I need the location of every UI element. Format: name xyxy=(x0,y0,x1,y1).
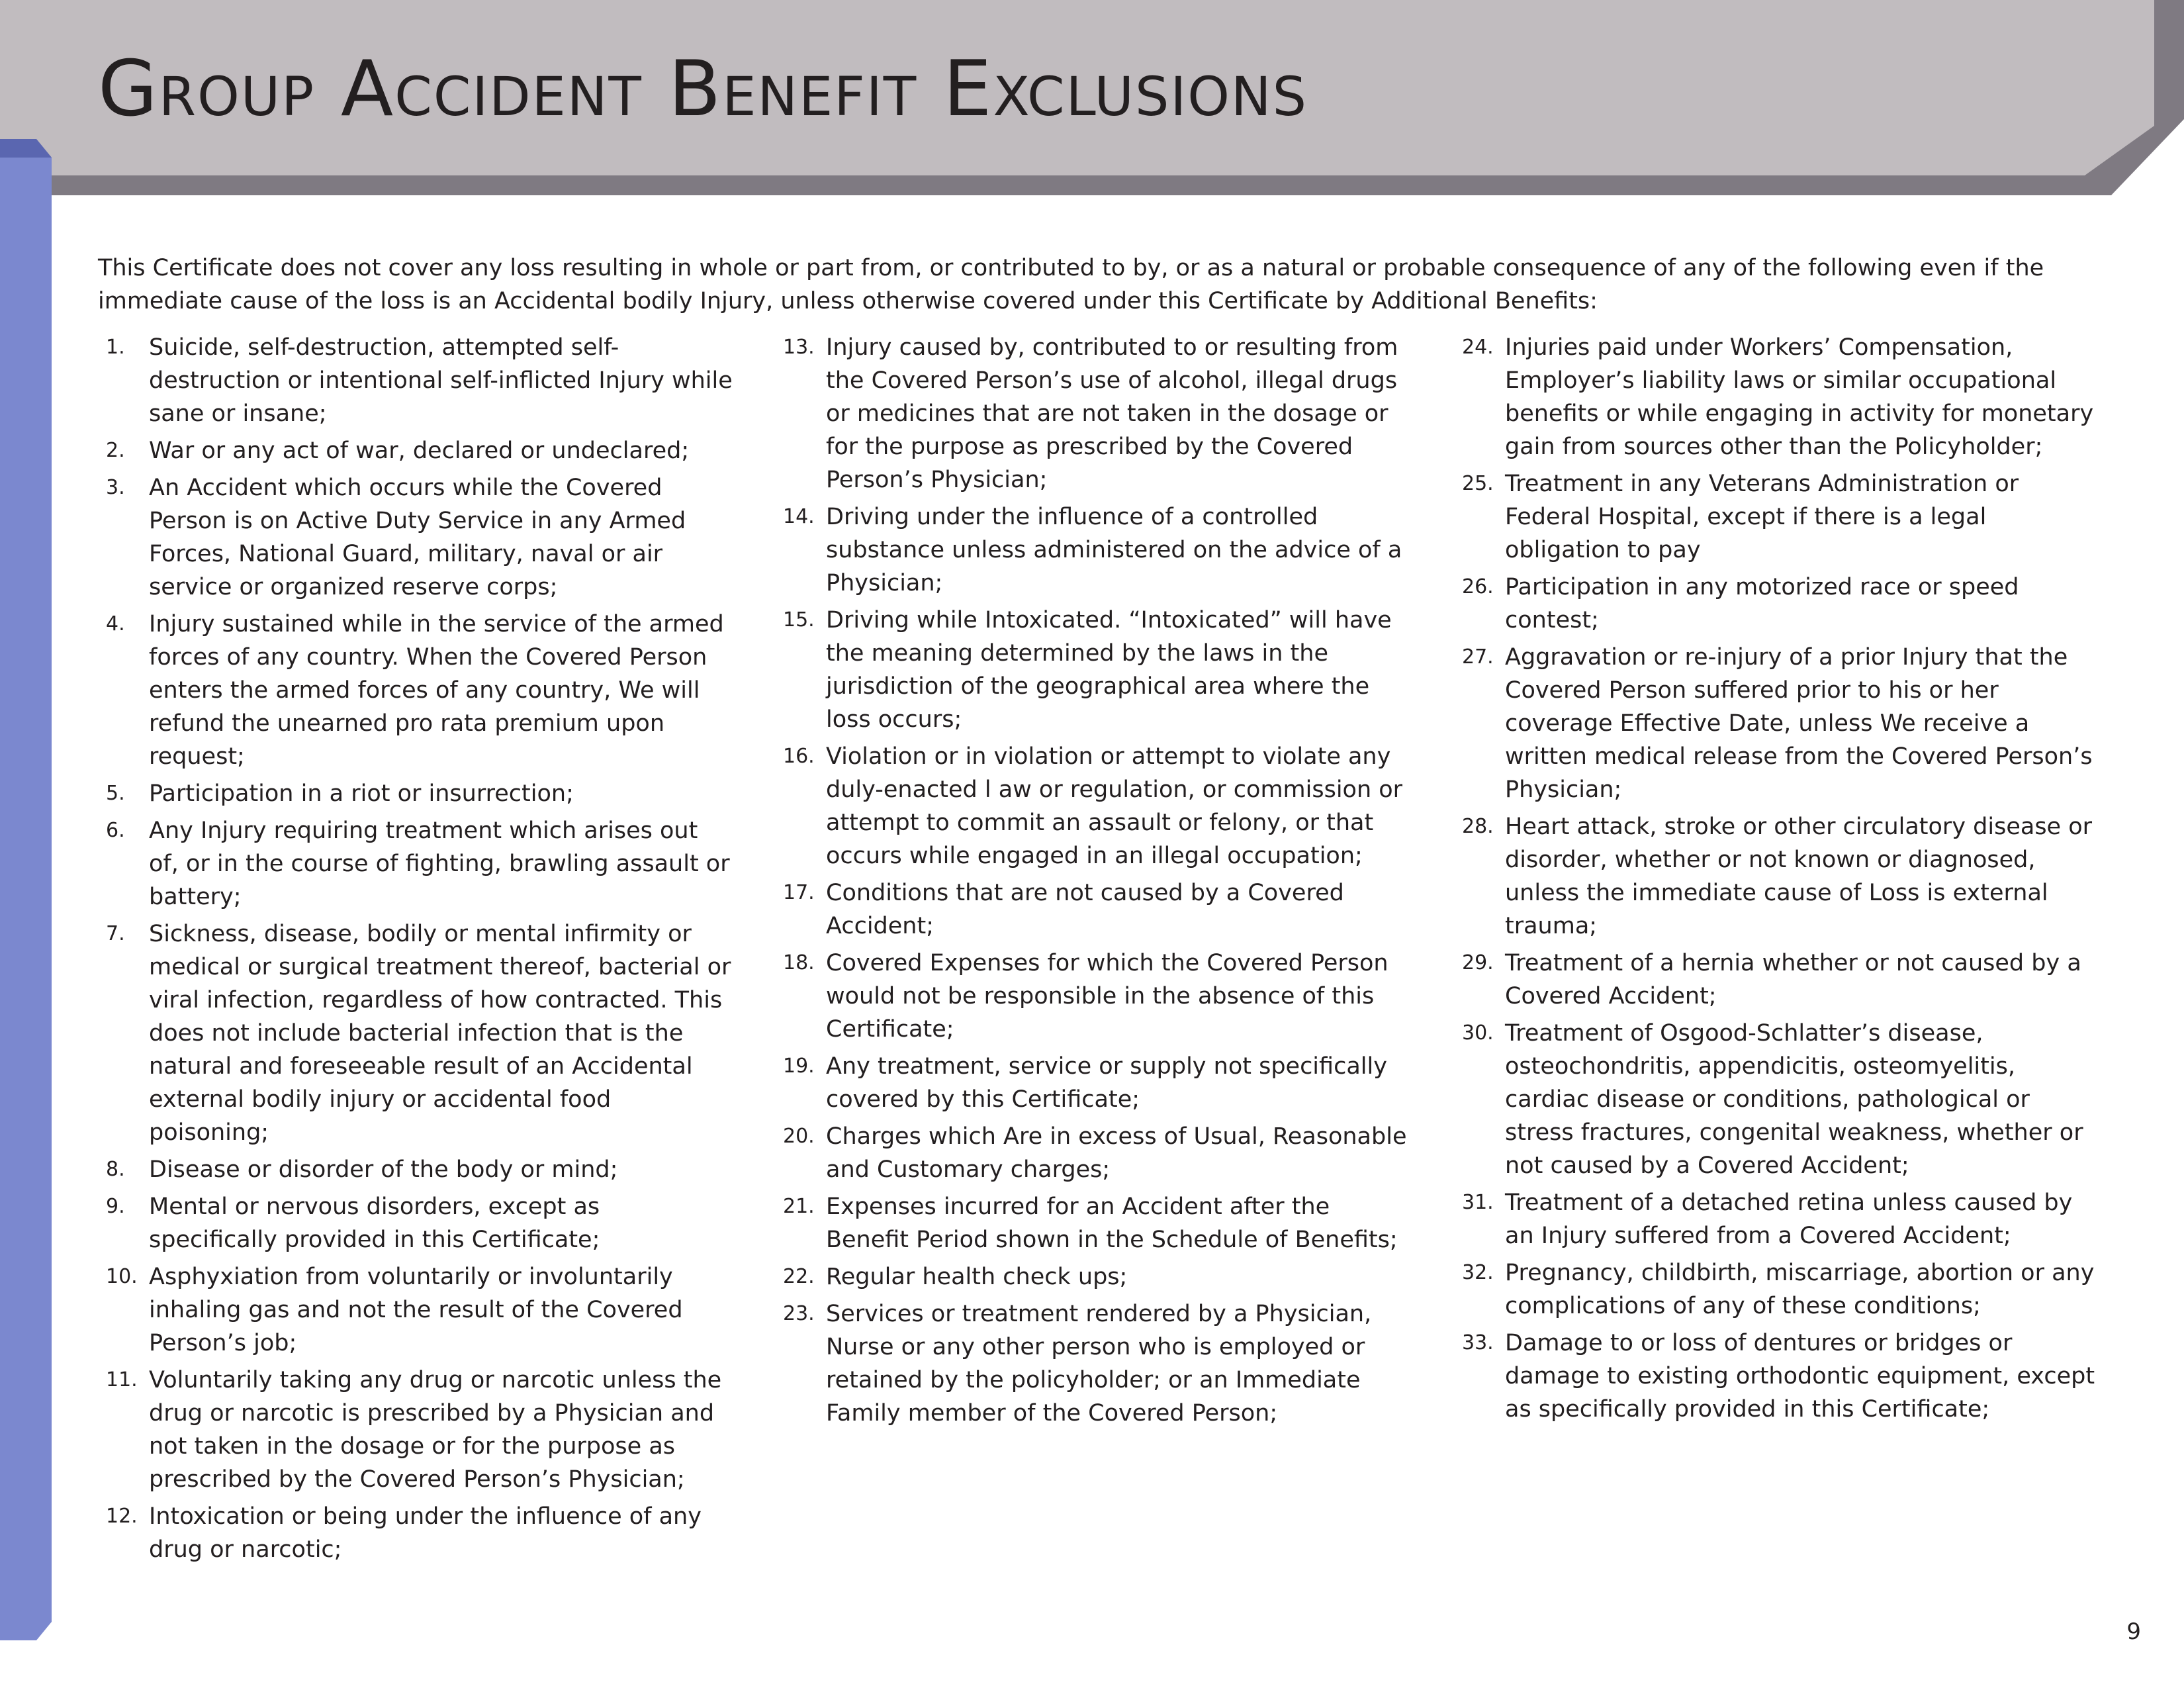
item-number: 30. xyxy=(1462,1021,1494,1045)
exclusion-item xyxy=(106,1153,735,1186)
item-number: 21. xyxy=(783,1195,815,1218)
item-text: War or any act of war, declared or undeclared; xyxy=(149,438,690,464)
exclusion-item xyxy=(1462,331,2104,463)
item-number: 2. xyxy=(106,439,125,462)
item-text: Driving under the influence of a controlled substance unless administered on the advice of a Physician; xyxy=(826,504,1402,596)
exclusion-item xyxy=(783,331,1412,496)
item-number: 32. xyxy=(1462,1261,1494,1284)
page-number: 9 xyxy=(2126,1618,2141,1645)
item-number: 12. xyxy=(106,1505,138,1528)
item-number: 28. xyxy=(1462,815,1494,838)
item-text: Aggravation or re-injury of a prior Injury that the Covered Person suffered prior to his or her coverage Effective Date, unless We receive a written medical release from the Covered Person’s Physician; xyxy=(1505,644,2093,803)
exclusion-item xyxy=(1462,947,2104,1013)
item-text: Disease or disorder of the body or mind; xyxy=(149,1156,618,1183)
exclusion-item xyxy=(106,777,735,810)
exclusion-item xyxy=(1462,641,2104,806)
item-text: An Accident which occurs while the Covered Person is on Active Duty Service in any Armed Forces, National Guard, military, naval or air service or organized reserve corps; xyxy=(149,475,686,600)
item-text: Injuries paid under Workers’ Compensation, Employer’s liability laws or similar occupational benefits or while engaging in activity for monetary gain from sources other than the Policyholder; xyxy=(1505,334,2094,460)
item-text: Regular health check ups; xyxy=(826,1264,1128,1290)
item-text: Intoxication or being under the influence of any drug or narcotic; xyxy=(149,1503,702,1563)
item-number: 33. xyxy=(1462,1331,1494,1354)
item-text: Expenses incurred for an Accident after the Benefit Period shown in the Schedule of Benefits; xyxy=(826,1194,1398,1253)
item-number: 10. xyxy=(106,1265,138,1288)
item-text: Voluntarily taking any drug or narcotic unless the drug or narcotic is prescribed by a Physician and not taken in the dosage or for the purpose as prescribed by the Covered Person’s Physician; xyxy=(149,1367,722,1493)
exclusion-item xyxy=(106,1364,735,1496)
item-number: 9. xyxy=(106,1195,125,1218)
exclusion-item xyxy=(106,471,735,604)
item-number: 14. xyxy=(783,505,815,528)
item-number: 7. xyxy=(106,922,125,945)
item-number: 15. xyxy=(783,608,815,632)
item-number: 1. xyxy=(106,336,125,359)
item-text: Violation or in violation or attempt to violate any duly-enacted l aw or regulation, or commission or attempt to commit an assault or felony, or that occurs while engaged in an illegal occupation; xyxy=(826,743,1403,869)
item-text: Services or treatment rendered by a Physician, Nurse or any other person who is employed or retained by the policyholder; or an Immediate Family member of the Covered Person; xyxy=(826,1301,1372,1427)
item-number: 31. xyxy=(1462,1191,1494,1214)
exclusion-item xyxy=(106,1190,735,1256)
item-text: Pregnancy, childbirth, miscarriage, abortion or any complications of any of these conditions; xyxy=(1505,1260,2095,1319)
item-text: Asphyxiation from voluntarily or involuntarily inhaling gas and not the result of the Covered Person’s job; xyxy=(149,1264,683,1356)
item-text: Participation in a riot or insurrection; xyxy=(149,780,574,807)
intro-paragraph: This Certificate does not cover any loss resulting in whole or part from, or contributed to by, or as a natural or probable consequence of any of the following even if the immediate cause of the loss is an Accidental bodily Injury, unless otherwise covered under this Certificate by Additional Benefits: xyxy=(98,255,2044,314)
exclusion-item xyxy=(783,1297,1412,1430)
exclusion-item xyxy=(1462,1327,2104,1426)
item-number: 26. xyxy=(1462,575,1494,598)
item-number: 16. xyxy=(783,745,815,768)
exclusion-item xyxy=(783,876,1412,943)
exclusions-column-3 xyxy=(1462,331,2104,1430)
item-text: Heart attack, stroke or other circulatory disease or disorder, whether or not known or diagnosed, unless the immediate cause of Loss is external trauma; xyxy=(1505,814,2093,939)
item-text: Injury sustained while in the service of the armed forces of any country. When the Covered Person enters the armed forces of any country, We will refund the unearned pro rata premium upon request; xyxy=(149,611,724,770)
item-text: Participation in any motorized race or speed contest; xyxy=(1505,574,2019,633)
item-number: 27. xyxy=(1462,645,1494,669)
exclusion-item xyxy=(1462,1017,2104,1182)
exclusion-item xyxy=(1462,571,2104,637)
item-number: 6. xyxy=(106,819,125,842)
exclusions-column-1 xyxy=(106,331,735,1570)
item-number: 20. xyxy=(783,1125,815,1148)
exclusion-item xyxy=(1462,1256,2104,1323)
exclusion-item xyxy=(106,434,735,467)
item-number: 29. xyxy=(1462,951,1494,974)
side-band xyxy=(0,0,53,1688)
item-number: 22. xyxy=(783,1265,815,1288)
exclusion-item xyxy=(1462,810,2104,943)
exclusion-item xyxy=(783,947,1412,1046)
exclusion-item xyxy=(1462,467,2104,567)
item-text: Treatment of Osgood-Schlatter’s disease, osteochondritis, appendicitis, osteomyelitis, cardiac disease or conditions, pathological or stress fractures, congenital weakness, whether or not caused by a Covered Accident; xyxy=(1505,1020,2083,1179)
item-number: 8. xyxy=(106,1158,125,1181)
exclusion-item xyxy=(106,331,735,430)
item-text: Charges which Are in excess of Usual, Reasonable and Customary charges; xyxy=(826,1123,1407,1183)
exclusion-item xyxy=(106,814,735,914)
item-text: Sickness, disease, bodily or mental infirmity or medical or surgical treatment thereof, bacterial or viral infection, regardless of how contracted. This does not include bacterial infection that is the natural and foreseeable result of an Accidental external bodily injury or accidental food poisoning; xyxy=(149,921,731,1146)
item-number: 3. xyxy=(106,476,125,499)
exclusions-column-2 xyxy=(783,331,1412,1434)
item-text: Suicide, self-destruction, attempted self-destruction or intentional self-inflicted Injury while sane or insane; xyxy=(149,334,733,427)
exclusion-item xyxy=(783,500,1412,600)
item-text: Conditions that are not caused by a Covered Accident; xyxy=(826,880,1344,939)
exclusion-item xyxy=(106,1500,735,1566)
item-text: Any Injury requiring treatment which arises out of, or in the course of fighting, brawling assault or battery; xyxy=(149,818,730,910)
item-number: 13. xyxy=(783,336,815,359)
item-number: 24. xyxy=(1462,336,1494,359)
exclusion-item xyxy=(1462,1186,2104,1252)
item-text: Covered Expenses for which the Covered Person would not be responsible in the absence of this Certificate; xyxy=(826,950,1388,1043)
exclusion-item xyxy=(783,1190,1412,1256)
exclusion-item xyxy=(783,1050,1412,1116)
exclusion-item xyxy=(783,740,1412,872)
item-text: Treatment of a hernia whether or not caused by a Covered Accident; xyxy=(1505,950,2081,1009)
item-number: 18. xyxy=(783,951,815,974)
item-number: 11. xyxy=(106,1368,138,1391)
item-number: 19. xyxy=(783,1055,815,1078)
page-title: Group Accident Benefit Exclusions xyxy=(98,44,1308,134)
item-number: 17. xyxy=(783,881,815,904)
item-text: Treatment of a detached retina unless caused by an Injury suffered from a Covered Accident; xyxy=(1505,1190,2073,1249)
item-text: Mental or nervous disorders, except as specifically provided in this Certificate; xyxy=(149,1194,600,1253)
item-text: Damage to or loss of dentures or bridges or damage to existing orthodontic equipment, except as specifically provided in this Certificate; xyxy=(1505,1330,2095,1423)
item-number: 25. xyxy=(1462,472,1494,495)
item-number: 4. xyxy=(106,612,125,635)
exclusion-item xyxy=(106,917,735,1149)
item-text: Any treatment, service or supply not specifically covered by this Certificate; xyxy=(826,1053,1387,1113)
exclusion-item xyxy=(783,1120,1412,1186)
exclusion-item xyxy=(783,1260,1412,1293)
item-text: Driving while Intoxicated. “Intoxicated” will have the meaning determined by the laws in the jurisdiction of the geographical area where the loss occurs; xyxy=(826,607,1392,733)
item-number: 23. xyxy=(783,1302,815,1325)
item-number: 5. xyxy=(106,782,125,805)
exclusion-item xyxy=(106,1260,735,1360)
exclusion-item xyxy=(783,604,1412,736)
exclusion-item xyxy=(106,608,735,773)
item-text: Injury caused by, contributed to or resulting from the Covered Person’s use of alcohol, illegal drugs or medicines that are not taken in the dosage or for the purpose as prescribed by the Covered Person’s Physician; xyxy=(826,334,1398,493)
item-text: Treatment in any Veterans Administration or Federal Hospital, except if there is a legal obligation to pay xyxy=(1505,471,2019,563)
